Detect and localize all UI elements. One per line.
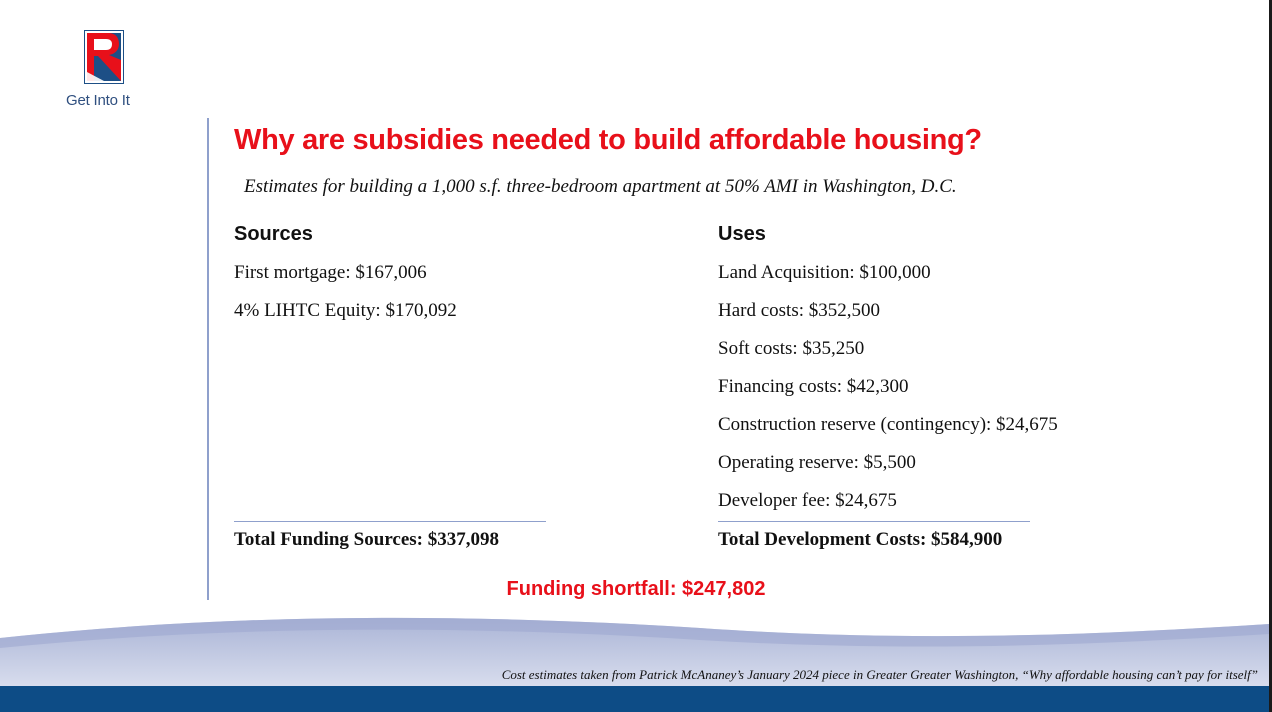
logo-icon [84,30,124,84]
source-item: 4% LIHTC Equity: $170,092 [234,300,457,321]
use-item: Developer fee: $24,675 [718,490,897,511]
vertical-divider [207,118,209,600]
slide-subtitle: Estimates for building a 1,000 s.f. three-bedroom apartment at 50% AMI in Washington, D.C. [244,176,957,197]
slide-title: Why are subsidies needed to build affordable housing? [234,124,982,156]
use-item: Financing costs: $42,300 [718,376,909,397]
use-item: Land Acquisition: $100,000 [718,262,931,283]
sources-total: Total Funding Sources: $337,098 [234,529,499,550]
use-item: Operating reserve: $5,500 [718,452,916,473]
use-item: Construction reserve (contingency): $24,675 [718,414,1058,435]
use-item: Soft costs: $35,250 [718,338,865,359]
funding-shortfall: Funding shortfall: $247,802 [506,578,766,600]
uses-total: Total Development Costs: $584,900 [718,529,1003,550]
use-item: Hard costs: $352,500 [718,300,881,321]
sources-heading: Sources [234,223,313,245]
uses-heading: Uses [718,223,766,245]
footer-wave [0,600,1269,712]
sources-total-rule [234,521,546,522]
logo-tagline: Get Into It [66,92,130,109]
uses-total-rule [718,521,1030,522]
source-citation: Cost estimates taken from Patrick McAnaney’s January 2024 piece in Greater Greater Washington, “Why affordable housing can’t pay for itself” [501,667,1258,682]
source-item: First mortgage: $167,006 [234,262,427,283]
